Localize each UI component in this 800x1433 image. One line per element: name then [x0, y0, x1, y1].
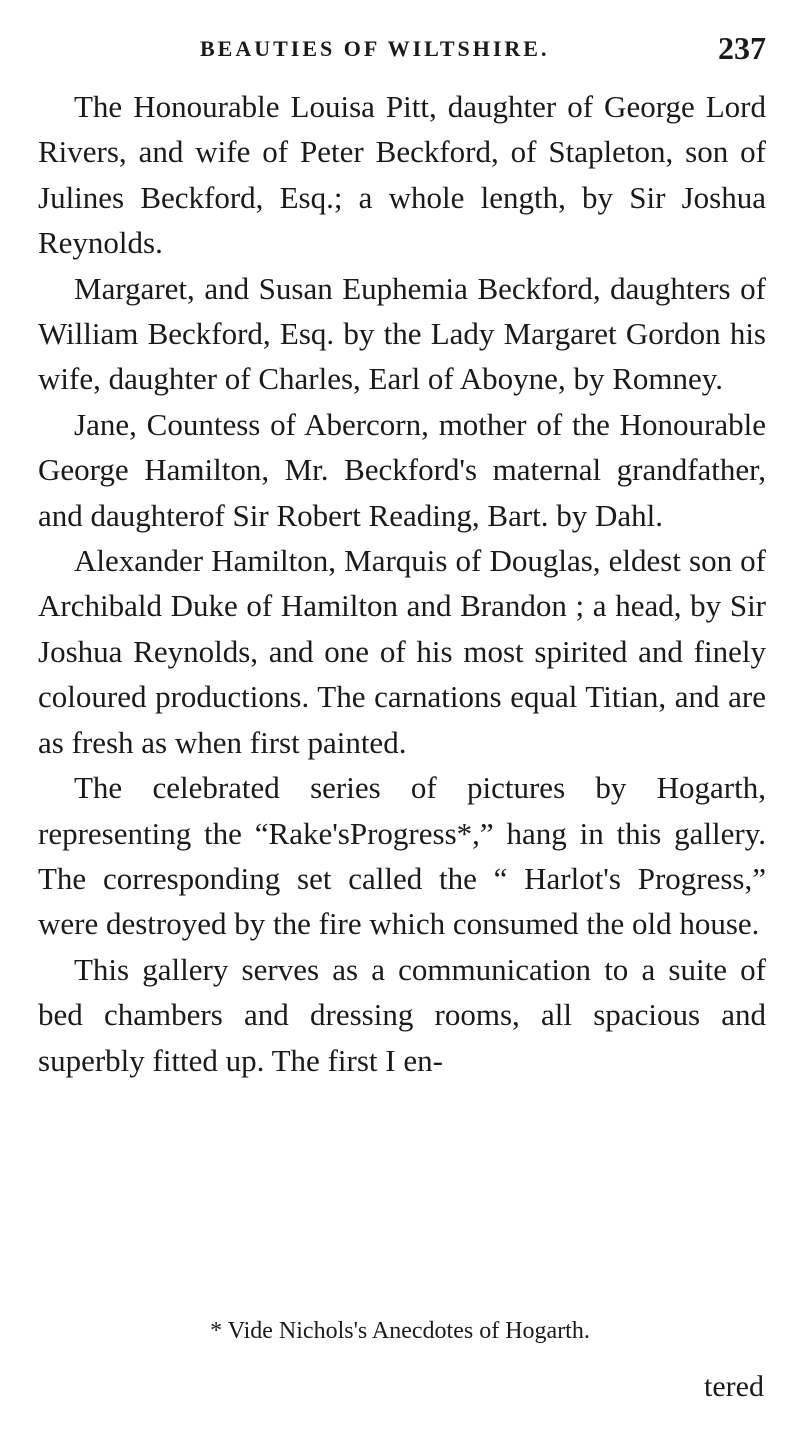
running-title: BEAUTIES OF WILTSHIRE. [200, 36, 550, 61]
paragraph-gallery-communication: This gallery serves as a communication to a suite of bed chambers and dressing rooms, all spacious and superbly fitted up. The first I en- [38, 951, 766, 1078]
paragraph-louisa-pitt: The Honourable Louisa Pitt, daughter of George Lord Rivers, and wife of Peter Beckford, of Stapleton, son of Julines Beckford, Esq.; a whole length, by Sir Joshua Reynolds. [38, 89, 766, 261]
paragraph-margaret-susan: Margaret, and Susan Euphemia Beckford, daughters of William Beckford, Esq. by the Lady Margaret Gordon his wife, daughter of Charles, Earl of Aboyne, by Romney. [38, 270, 766, 397]
footnote: * Vide Nichols's Anecdotes of Hogarth. [210, 1318, 590, 1344]
paragraph-hogarth-series: The celebrated series of pictures by Hogarth, representing the “Rake'sProgress*,” hang in this gallery. The corresponding set called the “ Harlot's Progress,” were destroyed by the fire which consumed the old house. [38, 770, 766, 942]
running-head [38, 30, 766, 70]
paragraph-alexander-hamilton: Alexander Hamilton, Marquis of Douglas, eldest son of Archibald Duke of Hamilton and Brandon ; a head, by Sir Joshua Reynolds, and one of his most spirited and finely coloured productions. The carnations equal Titian, and are as fresh as when first painted. [38, 543, 766, 760]
paragraph-jane-abercorn: Jane, Countess of Abercorn, mother of the Honourable George Hamilton, Mr. Beckford's maternal grandfather, and daughterof Sir Robert Reading, Bart. by Dahl. [38, 406, 766, 533]
catchword: tered [704, 1370, 764, 1403]
body-text [38, 84, 766, 1083]
page-number: 237 [718, 30, 766, 66]
